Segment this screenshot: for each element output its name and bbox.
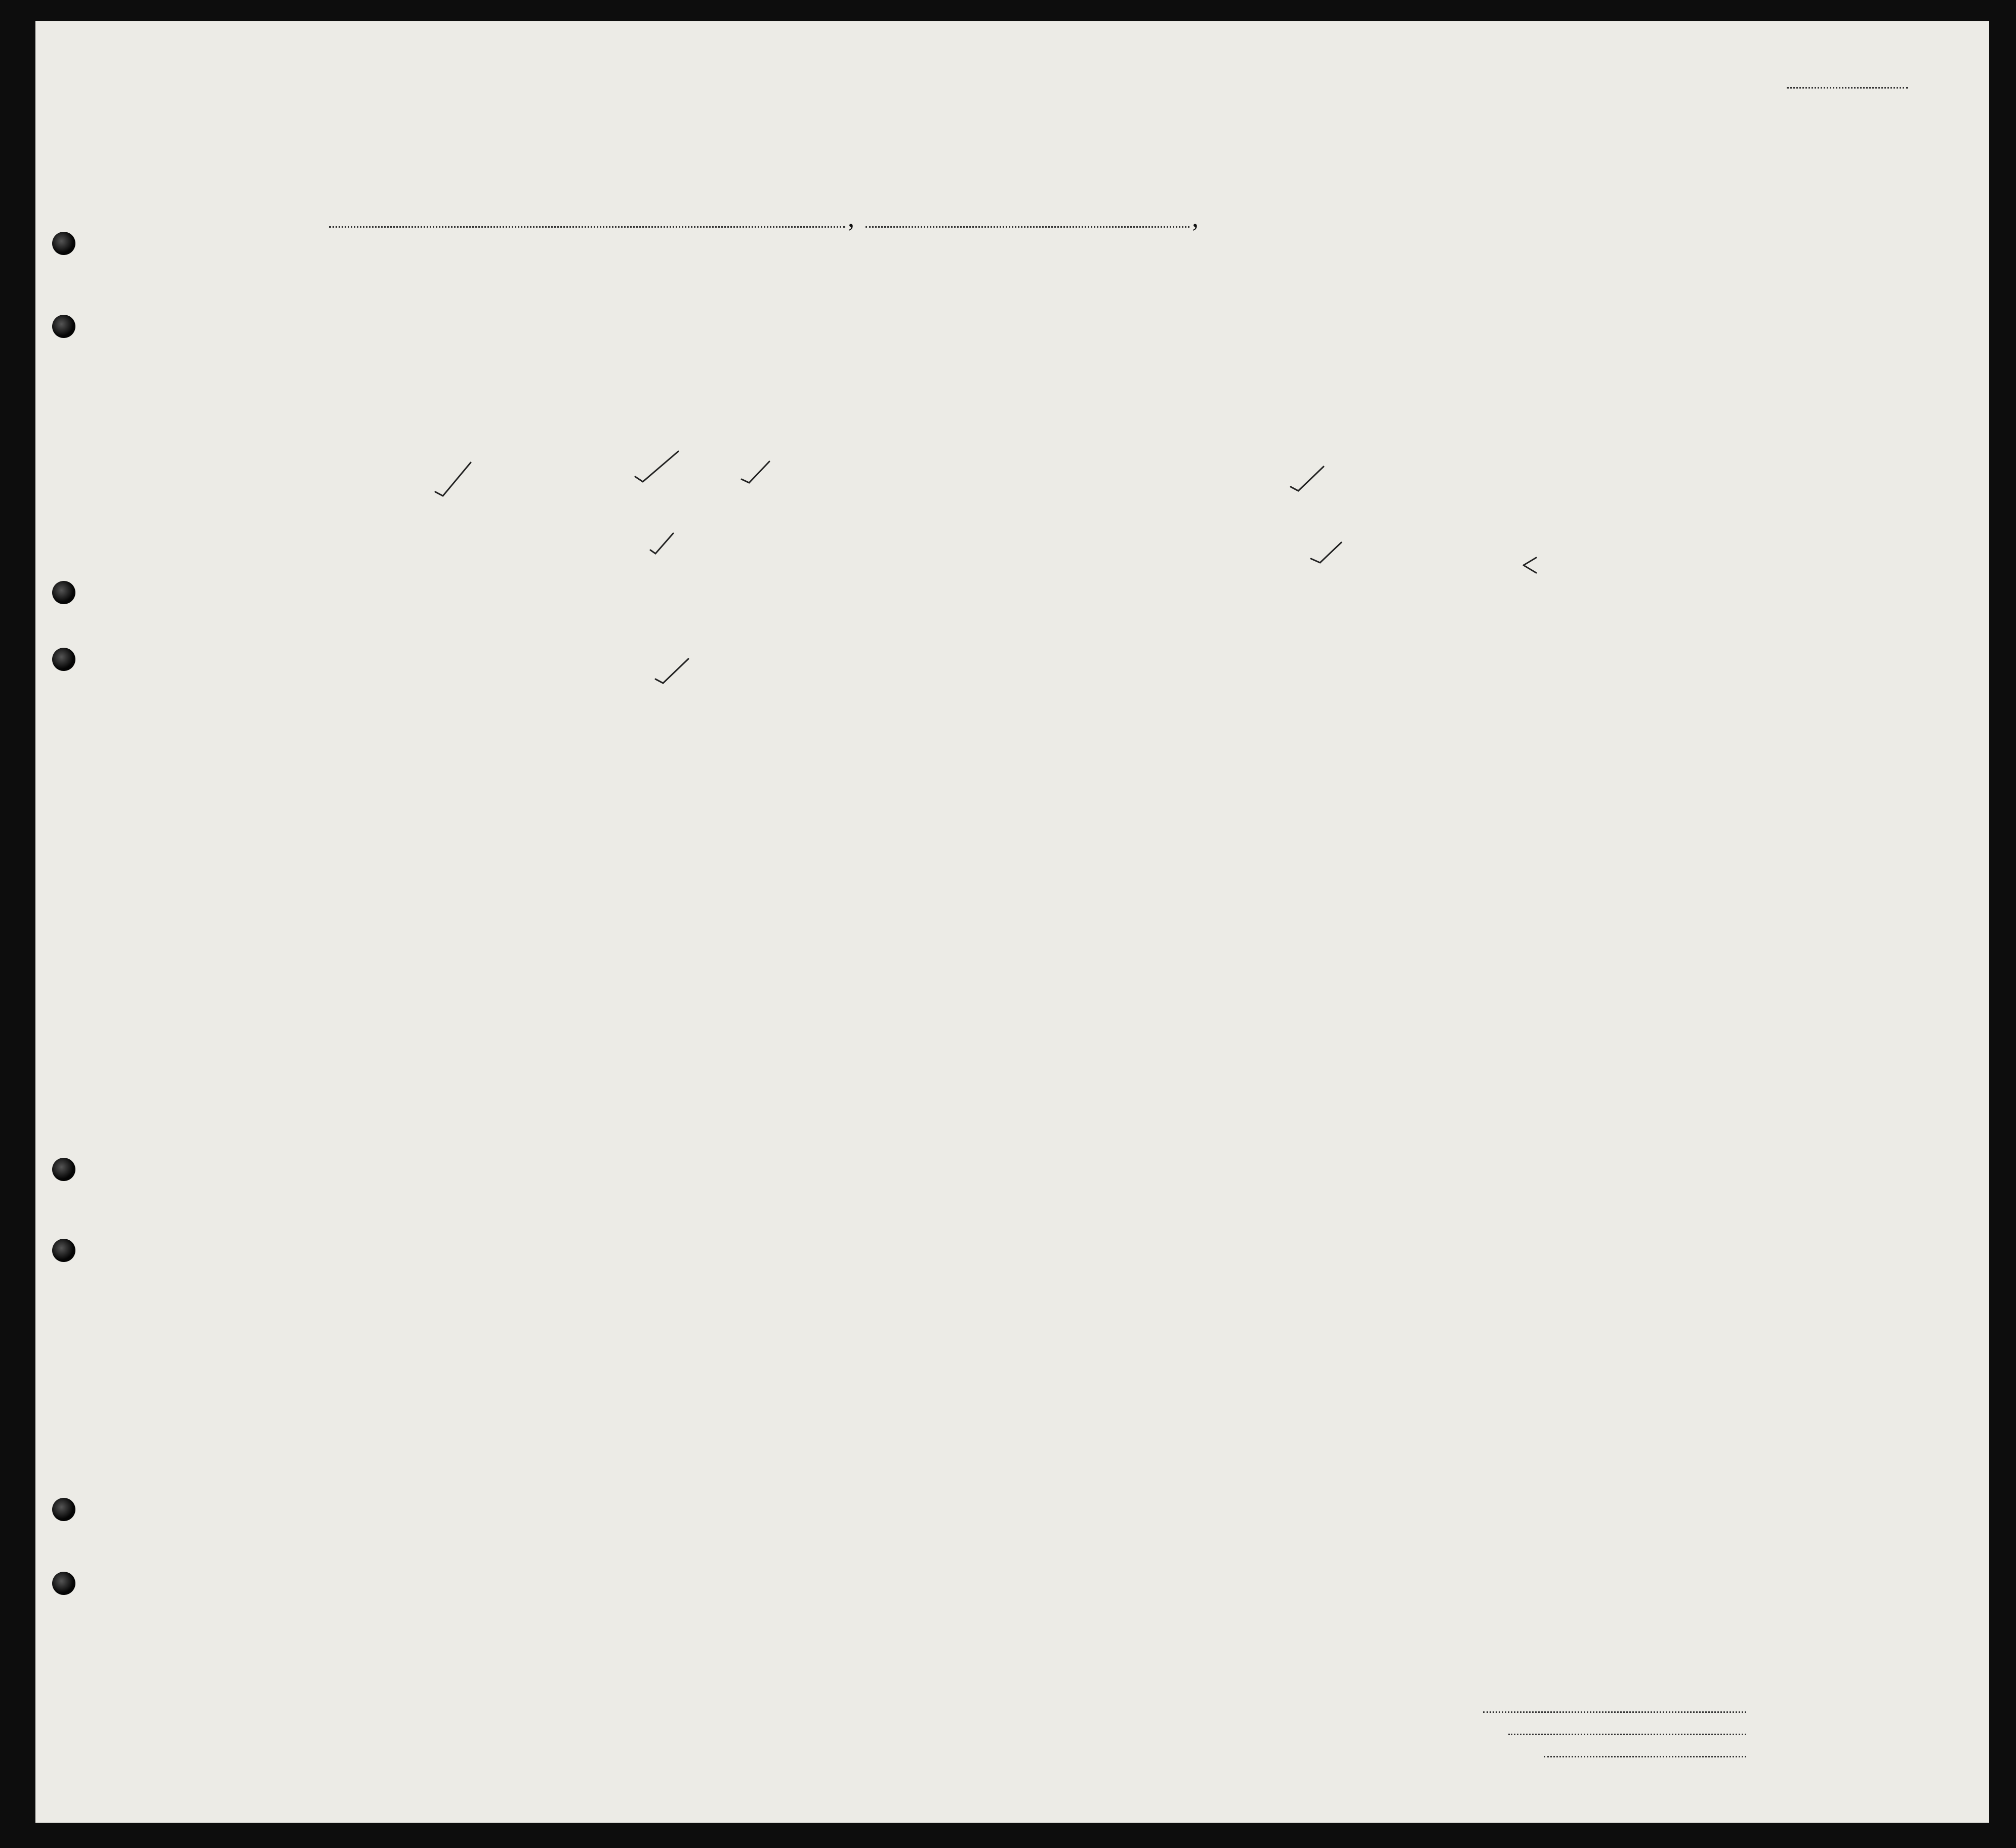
punch-hole [52, 648, 75, 671]
punch-hole [52, 315, 75, 338]
punch-hole [52, 1572, 75, 1595]
check-mark [635, 451, 678, 482]
local-agents-field [1544, 1756, 1746, 1757]
line-field [1483, 1711, 1746, 1713]
check-marks [35, 21, 1989, 1823]
owners-field [1508, 1734, 1746, 1735]
punch-hole [52, 1158, 75, 1181]
comma: , [1192, 204, 1199, 233]
check-mark [1291, 467, 1324, 491]
check-mark [1311, 542, 1341, 563]
punch-hole [52, 1498, 75, 1521]
punch-hole [52, 232, 75, 255]
check-mark [655, 659, 688, 683]
check-mark [435, 463, 471, 496]
manifest-sheet [35, 21, 1989, 1823]
check-mark [650, 533, 673, 554]
comma: , [848, 204, 854, 233]
arrow-mark [1524, 558, 1536, 573]
punch-hole [52, 581, 75, 604]
check-mark [742, 461, 769, 483]
punch-hole [52, 1239, 75, 1262]
